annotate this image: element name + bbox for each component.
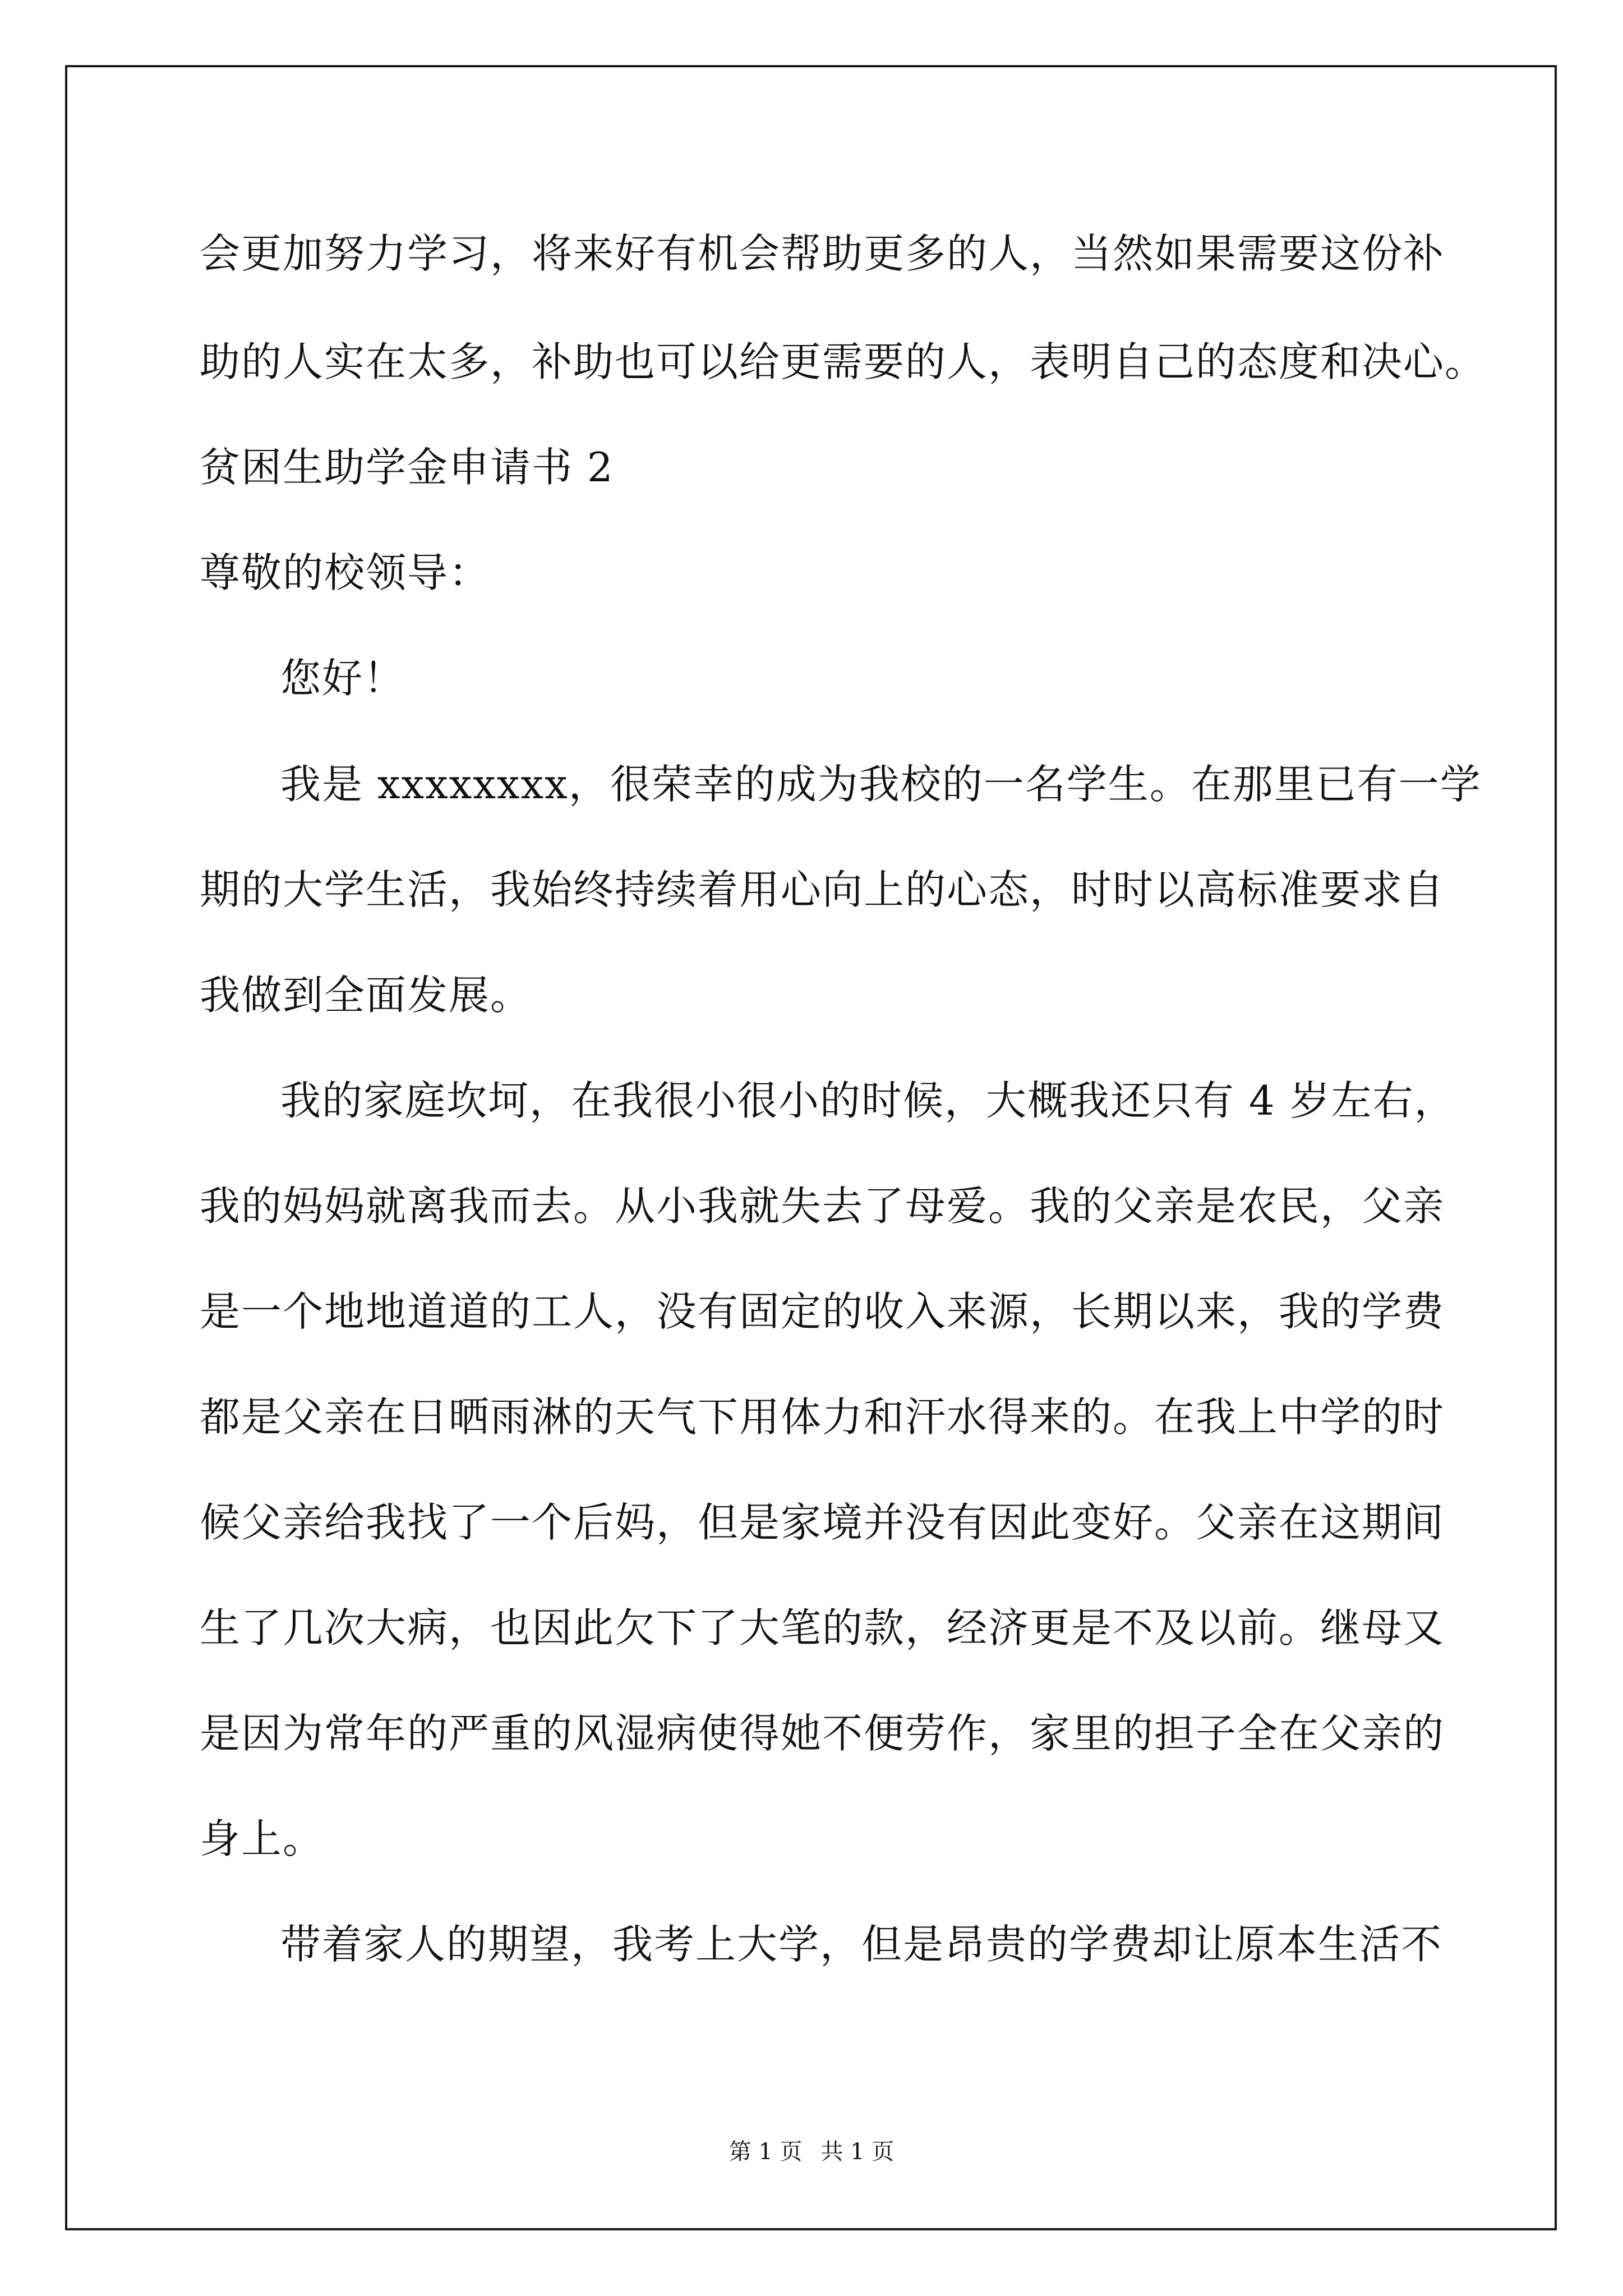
text-line-14: 生了几次大病，也因此欠下了大笔的款，经济更是不及以前。继母又 — [200, 1604, 1445, 1651]
greeting: 您好！ — [280, 655, 405, 702]
text-line-10: 我的妈妈就离我而去。从小我就失去了母爱。我的父亲是农民，父亲 — [200, 1182, 1445, 1230]
text-line-2: 助的人实在太多，补助也可以给更需要的人，表明自己的态度和决心。 — [200, 338, 1487, 385]
text-line-16: 身上。 — [200, 1815, 325, 1862]
text-line-9: 我的家庭坎坷，在我很小很小的时候，大概我还只有 4 岁左右， — [280, 1077, 1456, 1124]
text-line-12: 都是父亲在日晒雨淋的天气下用体力和汗水得来的。在我上中学的时 — [200, 1393, 1445, 1441]
text-line-7: 期的大学生活，我始终持续着用心向上的心态，时时以高标准要求自 — [200, 866, 1445, 913]
page-border — [65, 65, 1557, 2230]
page-total: 共 1 页 — [820, 2139, 895, 2165]
text-line-15: 是因为常年的严重的风湿病使得她不便劳作，家里的担子全在父亲的 — [200, 1710, 1445, 1757]
text-line-6: 我是 xxxxxxxx，很荣幸的成为我校的一名学生。在那里已有一学 — [280, 761, 1482, 808]
page-footer — [0, 2136, 1623, 2168]
text-line-11: 是一个地地道道的工人，没有固定的收入来源，长期以来，我的学费 — [200, 1288, 1445, 1335]
salutation: 尊敬的校领导： — [200, 549, 491, 596]
section-title: 贫困生助学金申请书 2 — [200, 444, 614, 491]
text-line-13: 候父亲给我找了一个后妈，但是家境并没有因此变好。父亲在这期间 — [200, 1499, 1445, 1546]
text-line-17: 带着家人的期望，我考上大学，但是昂贵的学费却让原本生活不 — [280, 1921, 1443, 1968]
text-line-1: 会更加努力学习，将来好有机会帮助更多的人，当然如果需要这份补 — [200, 230, 1445, 277]
text-line-8: 我做到全面发展。 — [200, 972, 532, 1019]
page-number: 第 1 页 — [728, 2139, 803, 2165]
